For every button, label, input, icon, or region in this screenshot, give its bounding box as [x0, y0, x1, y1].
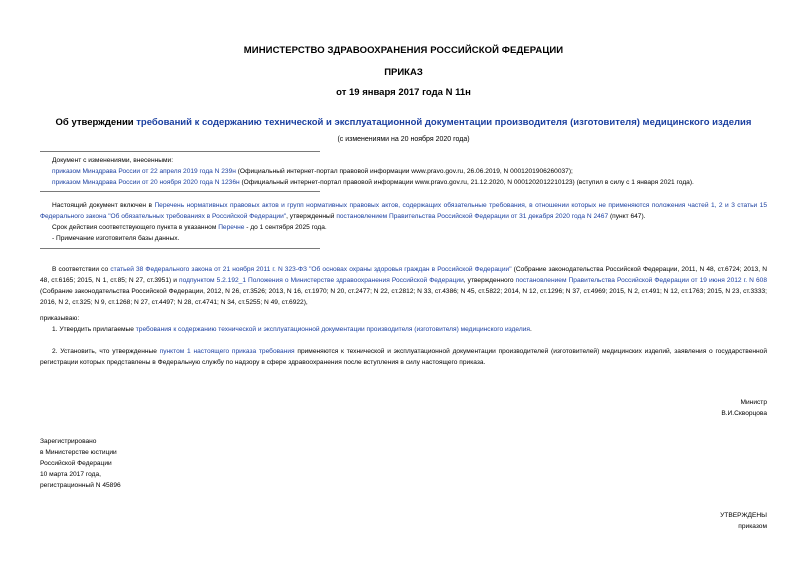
registration-line-4: 10 марта 2017 года,	[40, 471, 101, 478]
divider	[40, 151, 320, 152]
divider	[40, 248, 320, 249]
order-item-1: 1. Утвердить прилагаемые требования к содержанию технической и эксплуатационной документации производителя (изготовителя) медицинского изделия.	[52, 326, 532, 333]
point-1-link[interactable]: пунктом 1 настоящего приказа требования	[159, 348, 295, 355]
changes-item-1: приказом Минздрава России от 22 апреля 2019 года N 239н (Официальный интернет-портал правовой информации www.pravo.gov.ru, 26.06.2019, N 0001201906260037);	[52, 168, 573, 175]
perechen-link[interactable]: Перечень нормативных правовых актов и групп нормативных правовых актов, содержащих обязательные требования, в отношении которых не применяются положения частей 1, 2 и 3 статьи 15 Федерального закона "Об обязательных требованиях в Российской Федерации"	[40, 202, 767, 220]
title-prefix: Об утверждении	[55, 117, 137, 128]
changes-intro: Документ с изменениями, внесенными:	[52, 157, 174, 164]
signature-position: Министр	[740, 399, 767, 406]
divider	[40, 191, 320, 192]
registration-line-1: Зарегистрировано	[40, 438, 97, 445]
included-paragraph: Настоящий документ включен в Перечень нормативных правовых актов и групп нормативных правовых актов, содержащих обязательные требования, в отношении которых не применяются положения частей 1, 2 и 3 статьи 15 Федерального закона "Об обязательных требованиях в Российской Федерации", утвержденный постановлением Правительства Российской Федерации от 31 декабря 2020 года N 2467 (пункт 647).	[40, 202, 767, 220]
approved-label: УТВЕРЖДЕНЫ	[720, 512, 767, 519]
article-38-link[interactable]: статьей 38 Федерального закона от 21 ноября 2011 г. N 323-ФЗ "Об основах охраны здоровья граждан в Российской Федерации"	[110, 266, 512, 273]
postanovlenie-608-link[interactable]: постановлением Правительства Российской Федерации от 19 июня 2012 г. N 608	[515, 277, 767, 284]
term-paragraph: Срок действия соответствующего пункта в указанном Перечне - до 1 сентября 2025 года.	[52, 224, 327, 231]
subparagraph-link[interactable]: подпунктом 5.2.192_1 Положения о Министерстве здравоохранения Российской Федерации	[179, 277, 464, 284]
db-note: - Примечание изготовителя базы данных.	[52, 235, 180, 242]
amendments-note: (с изменениями на 20 ноября 2020 года)	[337, 136, 470, 143]
basis-paragraph: В соответствии со статьей 38 Федерального закона от 21 ноября 2011 г. N 323-ФЗ "Об основах охраны здоровья граждан в Российской Федерации" (Собрание законодательства Российской Федерации, 2011, N 48, ст.6724; 2013, N 48, ст.6165; 2015, N 1, ст.85; N 27, ст.3951) и подпунктом 5.2.192_1 Положения о Министерстве здравоохранения Российской Федерации, утвержденного постановлением Правительства Российской Федерации от 19 июня 2012 г. N 608 (Собрание законодательства Российской Федерации, 2012, N 26, ст.3526; 2013, N 16, ст.1970; N 20, ст.2477; N 22, ст.2812; N 33, ст.4386; N 45, ст.5822; 2014, N 12, ст.1296; N 37, ст.4969; 2015, N 2, ст.491; N 12, ст.1763; 2015, N 23, ст.3333; 2016, N 2, ст.325; N 9, ст.1268; N 27, ст.4497; N 28, ст.4741; N 34, ст.5255; N 49, ст.6922),	[40, 266, 768, 306]
ministry-heading: МИНИСТЕРСТВО ЗДРАВООХРАНЕНИЯ РОССИЙСКОЙ ФЕДЕРАЦИИ	[243, 45, 564, 56]
registration-line-2: в Министерстве юстиции	[40, 449, 117, 456]
changes-item-2-link[interactable]: приказом Минздрава России от 20 ноября 2020 года N 1236н	[52, 179, 240, 186]
approved-by: приказом	[738, 523, 767, 530]
changes-item-2: приказом Минздрава России от 20 ноября 2020 года N 1236н (Официальный интернет-портал правовой информации www.pravo.gov.ru, 21.12.2020, N 0001202012210123) (вступил в силу с 1 января 2021 года).	[52, 179, 694, 186]
date-number-heading: от 19 января 2017 года N 11н	[336, 87, 471, 98]
registration-line-3: Российской Федерации	[40, 460, 112, 467]
doc-type-heading: ПРИКАЗ	[384, 67, 423, 78]
signature-name: В.И.Скворцова	[721, 410, 767, 417]
prikazyvayu-label: приказываю:	[40, 315, 80, 322]
registration-line-5: регистрационный N 45896	[40, 482, 121, 489]
order-item-2: 2. Установить, что утвержденные пунктом 1 настоящего приказа требования применяются к технической и эксплуатационной документации производителей (изготовителей) медицинских изделий, заявления о государственной регистрации которых представлены в Федеральную службу по надзору в сфере здравоохранения после вступления в силу настоящего приказа.	[40, 348, 767, 366]
postanovlenie-2467-link[interactable]: постановлением Правительства Российской Федерации от 31 декабря 2020 года N 2467	[336, 213, 609, 220]
requirements-link[interactable]: требования к содержанию технической и эксплуатационной документации производителя (изготовителя) медицинского изделия	[135, 326, 530, 333]
changes-item-1-link[interactable]: приказом Минздрава России от 22 апреля 2019 года N 239н	[52, 168, 236, 175]
title-link[interactable]: требований к содержанию технической и эксплуатационной документации производителя (изготовителя) медицинского изделия	[136, 117, 752, 128]
perechen-short-link[interactable]: Перечне	[218, 224, 245, 231]
document-title	[0, 117, 807, 128]
